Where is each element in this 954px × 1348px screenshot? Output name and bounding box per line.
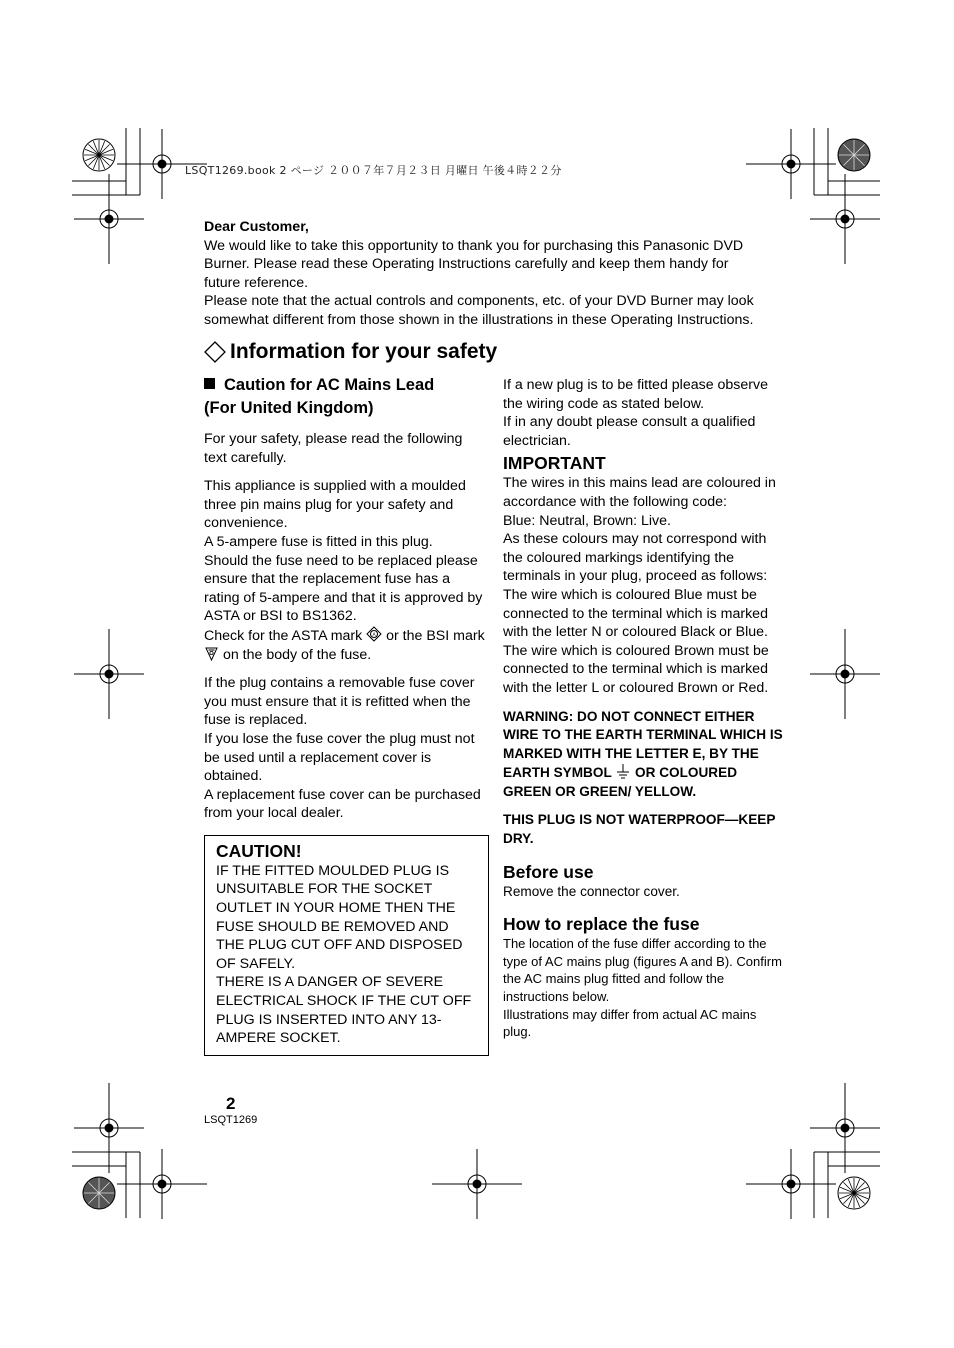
intro-para2-line2: somewhat different from those shown in the illustrations in these Operating Instructions. xyxy=(204,311,754,328)
replace-fuse-text-2: Illustrations may differ from actual AC mains plug. xyxy=(503,1006,757,1040)
wire-colours-text: Blue: Neutral, Brown: Live. xyxy=(503,512,671,529)
model-code: LSQT1269 xyxy=(204,1114,258,1126)
blue-wire-text: The wire which is coloured Blue must be connected to the terminal which is marked with the letter N or coloured Black or Blue. xyxy=(503,586,768,641)
safety-intro: For your safety, please read the following text carefully. xyxy=(204,431,463,466)
asta-mark-icon xyxy=(366,626,382,642)
replacement-cover-text: A replacement fuse cover can be purchased from your local dealer. xyxy=(204,786,481,822)
page-number: 2 xyxy=(226,1094,236,1113)
earth-warning xyxy=(503,708,788,802)
left-column xyxy=(204,374,489,1056)
caution-text-1: IF THE FITTED MOULDED PLUG IS UNSUITABLE FOR THE SOCKET OUTLET IN YOUR HOME THEN THE FUSE SHOULD BE REMOVED AND THE PLUG CUT OFF AND DISPOSED OF SAFELY. xyxy=(216,862,463,972)
colours-correspond-text: As these colours may not correspond with the coloured markings identifying the terminals in your plug, proceed as follows: xyxy=(503,531,768,585)
caution-lead-heading-line1: Caution for AC Mains Lead xyxy=(224,376,435,394)
section-title xyxy=(204,340,497,364)
bsi-kitemark-icon xyxy=(204,646,219,661)
intro-para1-line3: future reference. xyxy=(204,274,309,291)
fuse-cover-text: If the plug contains a removable fuse cover you must ensure that it is refitted when the fuse is replaced. xyxy=(204,675,475,729)
brown-wire-text: The wire which is coloured Brown must be connected to the terminal which is marked with the letter L or coloured Brown or Red. xyxy=(503,642,769,696)
intro-para1-line1: We would like to take this opportunity to thank you for purchasing this Panasonic DVD xyxy=(204,237,744,254)
moulded-plug-text: This appliance is supplied with a moulded three pin mains plug for your safety and convenience. xyxy=(204,478,466,532)
caution-lead-heading-line2: (For United Kingdom) xyxy=(204,399,374,417)
important-heading: IMPORTANT xyxy=(503,453,606,474)
earth-ground-icon xyxy=(615,763,631,779)
electrician-text: If in any doubt please consult a qualified electrician. xyxy=(503,414,756,449)
intro-para1-line2: Burner. Please read these Operating Instructions carefully and keep them handy for xyxy=(204,256,729,273)
earth-warning-b: OR COLOURED GREEN OR GREEN/ YELLOW. xyxy=(503,765,738,799)
before-use-text: Remove the connector cover. xyxy=(503,883,680,899)
intro-section xyxy=(204,218,794,330)
svg-text:A: A xyxy=(372,632,376,638)
right-column xyxy=(503,376,788,1041)
caution-title: CAUTION! xyxy=(216,840,302,861)
section-title-text: Information for your safety xyxy=(230,340,498,363)
lost-cover-text: If you lose the fuse cover the plug must not be used until a replacement cover is obtained. xyxy=(204,730,475,785)
before-use-heading: Before use xyxy=(503,861,594,882)
asta-text-c: on the body of the fuse. xyxy=(219,646,372,663)
replace-fuse-heading: How to replace the fuse xyxy=(503,914,700,935)
wire-code-text: The wires in this mains lead are coloured in accordance with the following code: xyxy=(503,475,776,510)
fuse-replace-text: Should the fuse need to be replaced please ensure that the replacement fuse has a rating of 5-ampere and that it is approved by ASTA or BSI to BS1362. xyxy=(204,552,483,625)
caution-lead-heading xyxy=(204,374,489,397)
greeting: Dear Customer, xyxy=(204,219,309,235)
caution-text-2: THERE IS A DANGER OF SEVERE ELECTRICAL SHOCK IF THE CUT OFF PLUG IS INSERTED INTO ANY 13-AMPERE SOCKET. xyxy=(216,974,472,1047)
asta-bsi-text xyxy=(204,626,489,664)
diamond-outline-icon xyxy=(204,341,226,363)
black-square-icon xyxy=(204,378,215,389)
book-info-header: LSQT1269.book 2 ページ ２００７年７月２３日 月曜日 午後４時２２分 xyxy=(185,164,562,177)
caution-box xyxy=(204,835,489,1056)
asta-text-a: Check for the ASTA mark xyxy=(204,627,367,644)
fuse-fitted-text: A 5-ampere fuse is fitted in this plug. xyxy=(204,533,433,550)
earth-warning-a: WARNING: DO NOT CONNECT EITHER WIRE TO THE EARTH TERMINAL WHICH IS MARKED WITH THE LETTER E, BY THE EARTH SYMBOL xyxy=(503,708,783,781)
new-plug-text: If a new plug is to be fitted please observe the wiring code as stated below. xyxy=(503,377,768,412)
intro-para2-line1: Please note that the actual controls and components, etc. of your DVD Burner may look xyxy=(204,293,754,310)
replace-fuse-text-1: The location of the fuse differ according to the type of AC mains plug (figures A and B). Confirm the AC mains plug fitted and follow the instructions below. xyxy=(503,936,782,1005)
waterproof-warning: THIS PLUG IS NOT WATERPROOF—KEEP DRY. xyxy=(503,812,776,847)
asta-text-b: or the BSI mark xyxy=(382,627,485,644)
